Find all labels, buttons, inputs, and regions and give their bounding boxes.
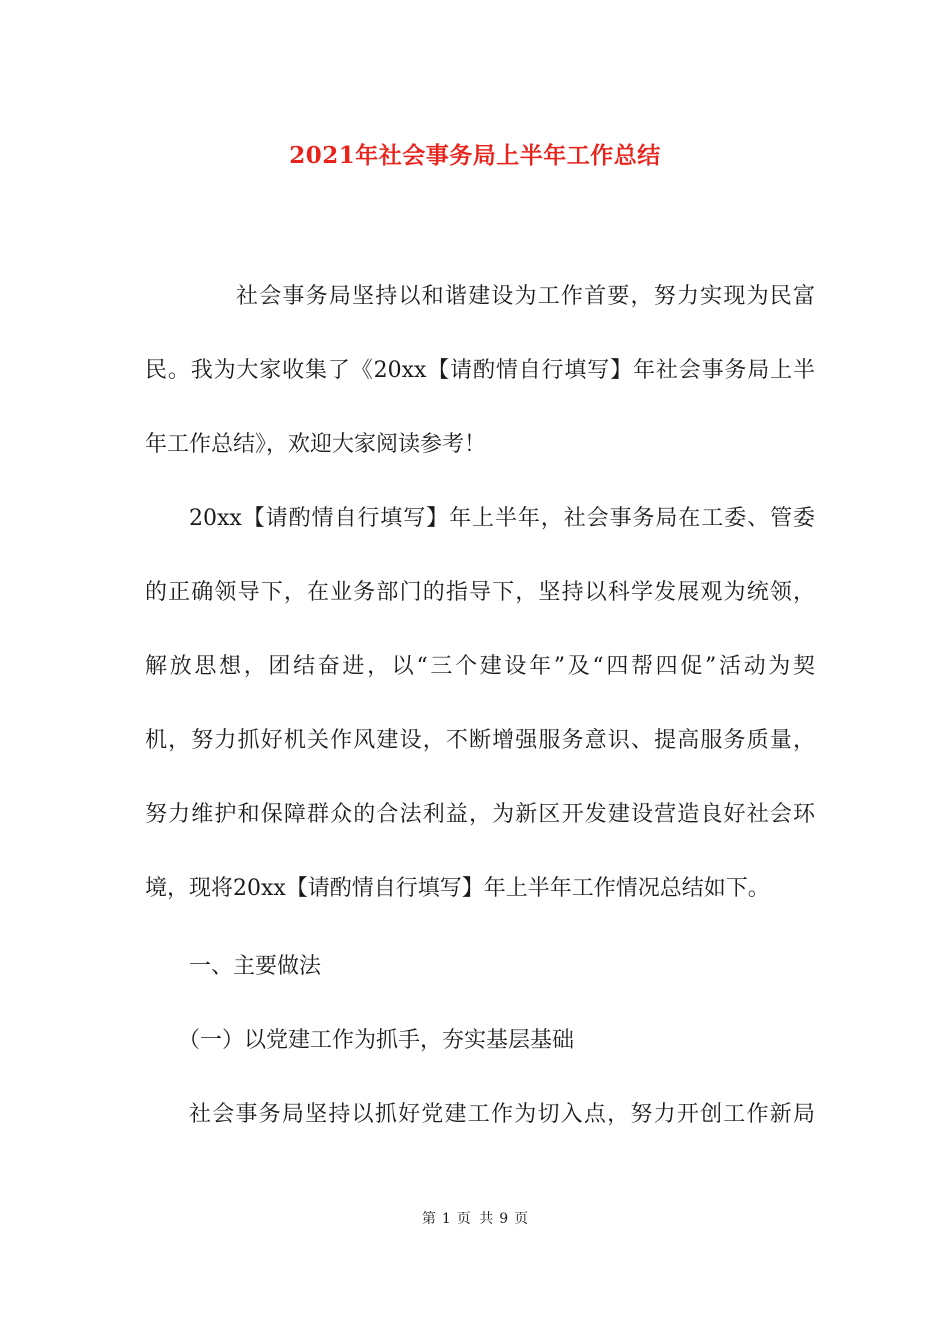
footer-prefix: 第	[421, 1211, 436, 1227]
total-pages-number: 9	[499, 1211, 509, 1227]
current-page-number: 1	[441, 1211, 451, 1227]
paragraph-line: 社会事务局坚持以抓好党建工作为切入点，努力开创工作新局	[189, 1102, 815, 1127]
footer-suffix: 页	[514, 1211, 529, 1227]
paragraph-line: 的正确领导下，在业务部门的指导下，坚持以科学发展观为统领，	[145, 580, 815, 605]
page-footer	[0, 1208, 950, 1228]
paragraph-line: 民。我为大家收集了《20xx【请酌情自行填写】年社会事务局上半	[145, 358, 815, 383]
paragraph-line: 境，现将20xx【请酌情自行填写】年上半年工作情况总结如下。	[145, 876, 770, 901]
document-title: 2021年社会事务局上半年工作总结	[289, 142, 661, 169]
paragraph-line: 机，努力抓好机关作风建设，不断增强服务意识、提高服务质量，	[145, 728, 815, 753]
subsection-heading: （一）以党建工作为抓手，夯实基层基础	[178, 1028, 575, 1053]
paragraph-line: 社会事务局坚持以和谐建设为工作首要，努力实现为民富	[236, 284, 815, 309]
paragraph-line: 努力维护和保障群众的合法利益，为新区开发建设营造良好社会环	[145, 802, 815, 827]
paragraph-line: 20xx【请酌情自行填写】年上半年，社会事务局在工委、管委	[189, 506, 815, 531]
paragraph-line: 解放思想，团结奋进，以“三个建设年”及“四帮四促”活动为契	[145, 654, 815, 679]
paragraph-line: 年工作总结》，欢迎大家阅读参考！	[145, 432, 487, 457]
section-heading: 一、主要做法	[189, 954, 322, 979]
footer-mid: 页 共	[456, 1211, 494, 1227]
